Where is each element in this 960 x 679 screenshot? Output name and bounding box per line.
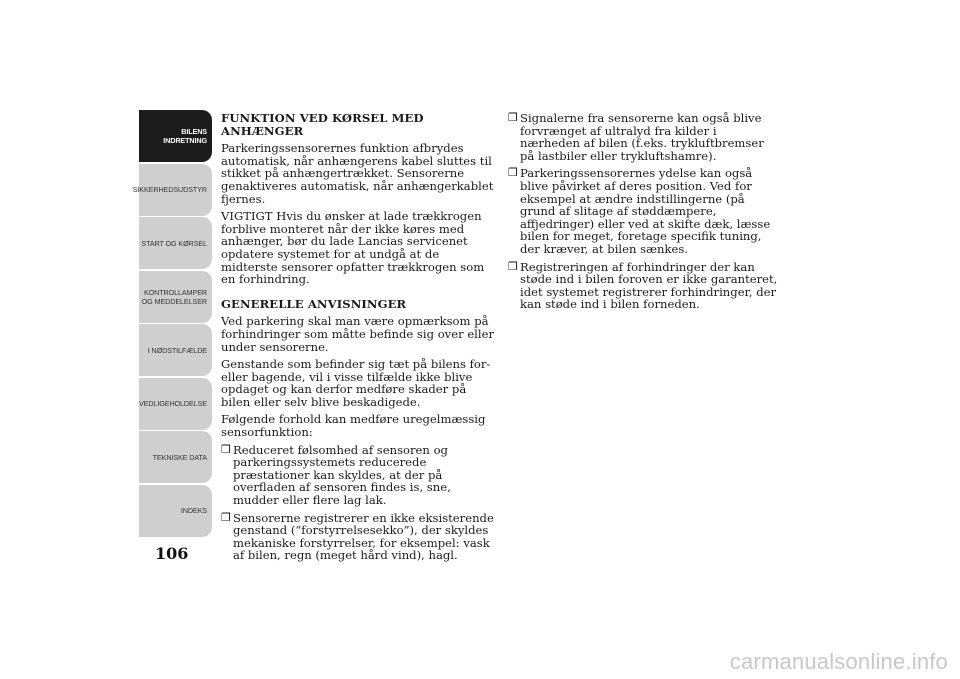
section-heading-trailer: FUNKTION VED KØRSEL MED ANHÆNGER — [221, 111, 424, 138]
paragraph-important-note: VIGTIGT Hvis du ønsker at lade trækkrogen forblive monteret når der ikke køres med anhænger, bør du lade Lancias servicenet opdatere systemet for at undgå at de midterste sensorer opfatter trækkrogen som en forhindring. — [221, 209, 485, 287]
list-item — [508, 167, 780, 255]
list-item-text: Sensorerne registrerer en ikke eksisterende genstand (“forstyrrelsesekko”), der skyldes mekaniske forstyrrelser, for eksempel: vask af bilen, regn (meget hård vind), hagl. — [233, 510, 494, 563]
tab-start-og-korsel[interactable]: START OG KØRSEL — [139, 217, 212, 269]
list-item-text: Signalerne fra sensorerne kan også blive forvrænget af ultralyd fra kilder i nærheden af bilen (f.eks. trykluftbremser på lastbiler eller trykluftshamre). — [520, 111, 764, 163]
checkbox-bullet-icon: ❒ — [221, 510, 231, 524]
paragraph-parking-attention: Ved parkering skal man være opmærksom på forhindringer som måtte befinde sig over eller under sensorerne. — [221, 314, 494, 354]
list-item — [508, 112, 780, 162]
checkbox-bullet-icon: ❒ — [508, 166, 518, 180]
list-item-text: Registreringen af forhindringer der kan støde ind i bilen foroven er ikke garanteret, idet systemet registrerer forhindringer, der kan støde ind i bilen forneden. — [520, 259, 778, 312]
tab-bilens-indretning[interactable]: BILENS INDRETNING — [139, 110, 212, 162]
page-number: 106 — [155, 544, 189, 563]
chapter-tabs — [132, 110, 212, 538]
paragraph-objects-near: Genstande som befinder sig tæt på bilens for- eller bagende, vil i visse tilfælde ikke blive opdaget og kan derfor medføre skader på bilen eller selv blive beskadigede. — [221, 357, 491, 409]
tab-tekniske-data[interactable]: TEKNISKE DATA — [139, 431, 212, 483]
left-column — [221, 112, 495, 567]
tab-i-nodstilfaelde[interactable]: I NØDSTILFÆLDE — [139, 324, 212, 376]
checkbox-bullet-icon: ❒ — [221, 442, 231, 456]
section-heading-general: GENERELLE ANVISNINGER — [221, 296, 407, 311]
list-item-text: Parkeringssensorernes ydelse kan også blive påvirket af deres position. Ved for eksempel at ændre indstillingerne (på grund af slitage af støddæmpere, affjedringer) eller ved at skifte dæk, læsse bilen for meget, foretage specifik tuning, der kræver, at bilen sænkes. — [520, 166, 771, 256]
right-column — [508, 112, 780, 316]
watermark: carmanualsonline.info — [729, 649, 948, 674]
list-item — [221, 444, 495, 507]
list-item — [508, 261, 780, 311]
list-item — [221, 512, 495, 562]
tab-vedligeholdelse[interactable]: VEDLIGEHOLDELSE — [139, 378, 212, 430]
tab-indeks[interactable]: INDEKS — [139, 485, 212, 537]
tab-sikkerhedsudstyr[interactable]: SIKKERHEDSUDSTYR — [139, 164, 212, 216]
tab-kontrollamper[interactable]: KONTROLLAMPER OG MEDDELELSER — [139, 271, 212, 323]
checkbox-bullet-icon: ❒ — [508, 111, 518, 124]
paragraph-trailer-function: Parkeringssensorernes funktion afbrydes automatisk, når anhængerens kabel sluttes til stikket på anhængertrækket. Sensorerne genaktiveres automatisk, når anhængerkablet fjernes. — [221, 141, 494, 206]
checkbox-bullet-icon: ❒ — [508, 259, 518, 273]
list-item-text: Reduceret følsomhed af sensoren og parkeringssystemets reducerede præstationer kan skyldes, at der på overfladen af sensoren findes is, sne, mudder eller flere lag lak. — [233, 442, 451, 508]
paragraph-conditions-intro: Følgende forhold kan medføre uregelmæssig sensorfunktion: — [221, 412, 486, 440]
